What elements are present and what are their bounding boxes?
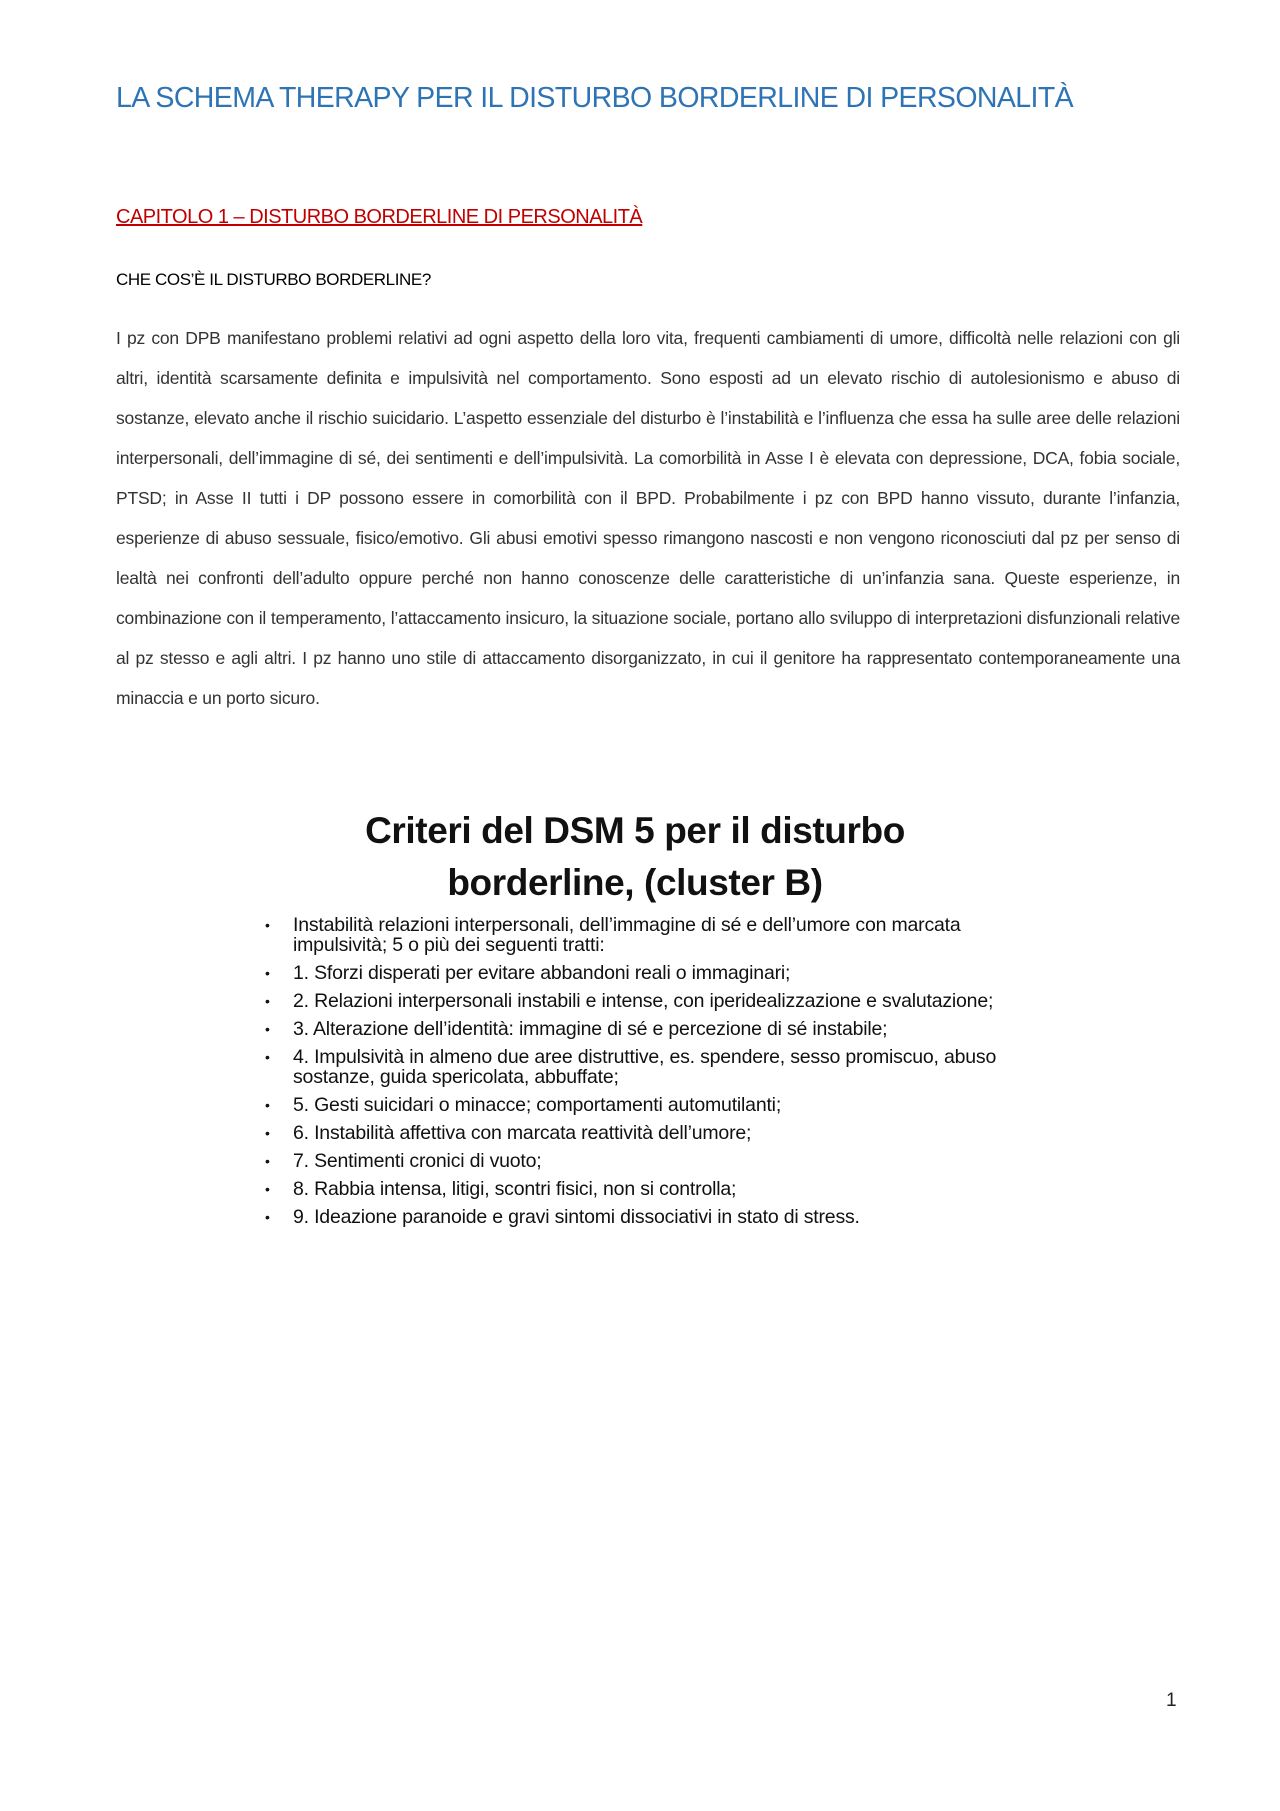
criteria-text: 9. Ideazione paranoide e gravi sintomi dissociativi in stato di stress. — [293, 1206, 860, 1228]
bullet-icon: • — [265, 1021, 270, 1037]
criteria-text: 7. Sentimenti cronici di vuoto; — [293, 1150, 542, 1172]
bullet-icon: • — [265, 1049, 270, 1065]
bullet-icon: • — [265, 965, 270, 981]
criteria-list-item — [260, 1047, 1030, 1087]
criteria-list-item — [260, 991, 1030, 1011]
slide-title — [240, 805, 1030, 909]
bullet-icon: • — [265, 993, 270, 1009]
dsm5-criteria-slide — [240, 805, 1030, 1235]
bullet-icon: • — [265, 917, 270, 933]
criteria-list-item — [260, 1123, 1030, 1143]
criteria-text: 8. Rabbia intensa, litigi, scontri fisici, non si controlla; — [293, 1178, 737, 1200]
criteria-text: 6. Instabilità affettiva con marcata reattività dell’umore; — [293, 1122, 752, 1144]
criteria-list-item — [260, 1179, 1030, 1199]
criteria-text: 5. Gesti suicidari o minacce; comportamenti automutilanti; — [293, 1094, 782, 1116]
document-title: LA SCHEMA THERAPY PER IL DISTURBO BORDERLINE DI PERSONALITÀ — [116, 82, 1074, 114]
criteria-list-item — [260, 1095, 1030, 1115]
criteria-text: 3. Alterazione dell’identità: immagine di sé e percezione di sé instabile; — [293, 1018, 888, 1040]
criteria-text: Instabilità relazioni interpersonali, dell’immagine di sé e dell’umore con marcata impulsività; 5 o più dei seguenti tratti: — [293, 914, 961, 956]
criteria-list-item — [260, 1019, 1030, 1039]
bullet-icon: • — [265, 1097, 270, 1113]
criteria-list-item — [260, 915, 1030, 955]
criteria-list — [240, 915, 1030, 1227]
slide-title-line-1: Criteri del DSM 5 per il disturbo — [365, 810, 905, 851]
slide-title-line-2: borderline, (cluster B) — [447, 862, 823, 903]
chapter-title: CAPITOLO 1 – DISTURBO BORDERLINE DI PERSONALITÀ — [116, 206, 643, 228]
bullet-icon: • — [265, 1125, 270, 1141]
criteria-list-item — [260, 1207, 1030, 1227]
section-title: CHE COS’È IL DISTURBO BORDERLINE? — [116, 270, 431, 289]
bullet-icon: • — [265, 1209, 270, 1225]
body-paragraph: I pz con DPB manifestano problemi relativi ad ogni aspetto della loro vita, frequenti cambiamenti di umore, difficoltà nelle relazioni con gli altri, identità scarsamente definita e impulsività nel comportamento. Sono esposti ad un elevato rischio di autolesionismo e abuso di sostanze, elevato anche il rischio suicidario. L’aspetto essenziale del disturbo è l’instabilità e l’influenza che essa ha sulle aree delle relazioni interpersonali, dell’immagine di sé, dei sentimenti e dell’impulsività. La comorbilità in Asse I è elevata con depressione, DCA, fobia sociale, PTSD; in Asse II tutti i DP possono essere in comorbilità con il BPD. Probabilmente i pz con BPD hanno vissuto, durante l’infanzia, esperienze di abuso sessuale, fisico/emotivo. Gli abusi emotivi spesso rimangono nascosti e non vengono riconosciuti dal pz per senso di lealtà nei confronti dell’adulto oppure perché non hanno conoscenze delle caratteristiche di un’infanzia sana. Queste esperienze, in combinazione con il temperamento, l’attaccamento insicuro, la situazione sociale, portano allo sviluppo di interpretazioni disfunzionali relative al pz stesso e agli altri. I pz hanno uno stile di attaccamento disorganizzato, in cui il genitore ha rappresentato contemporaneamente una minaccia e un porto sicuro. — [116, 328, 1180, 708]
bullet-icon: • — [265, 1181, 270, 1197]
criteria-list-item — [260, 963, 1030, 983]
page-number: 1 — [1166, 1690, 1177, 1711]
criteria-text: 2. Relazioni interpersonali instabili e intense, con iperidealizzazione e svalutazione; — [293, 990, 994, 1012]
criteria-list-item — [260, 1151, 1030, 1171]
criteria-text: 1. Sforzi disperati per evitare abbandoni reali o immaginari; — [293, 962, 791, 984]
criteria-text: 4. Impulsività in almeno due aree distruttive, es. spendere, sesso promiscuo, abuso sostanze, guida spericolata, abbuffate; — [293, 1046, 997, 1088]
bullet-icon: • — [265, 1153, 270, 1169]
